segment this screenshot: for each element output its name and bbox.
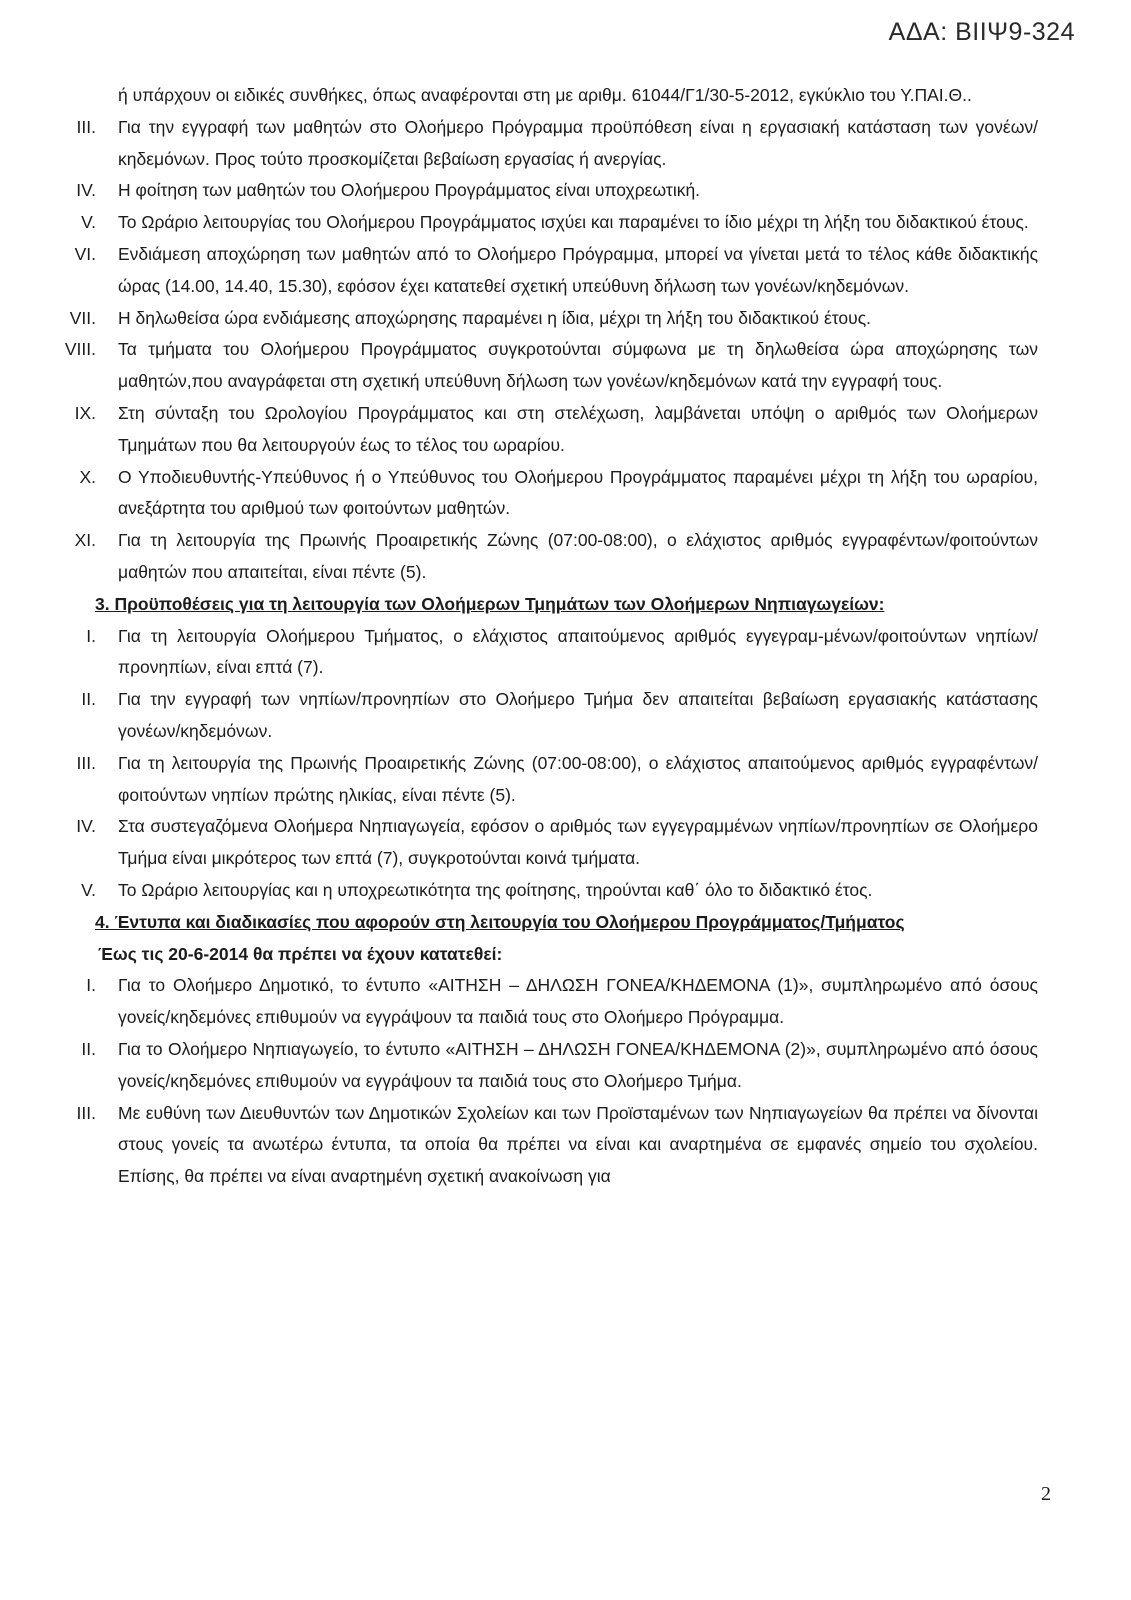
item-text: Με ευθύνη των Διευθυντών των Δημοτικών Σχολείων και των Προϊσταμένων των Νηπιαγωγείων θα πρέπει να δίνονται στους γονείς τα ανωτέρω έντυπα, τα οποία θα πρέπει να είναι και αναρτημένα σε εμφανές σημείο του σχολείου. Επίσης, θα πρέπει να είναι αναρτημένη σχετική ανακοίνωση για [118,1102,1038,1187]
item-number: VI. [74,243,96,264]
item-text: Για τη λειτουργία της Πρωινής Προαιρετικής Ζώνης (07:00-08:00), ο ελάχιστος αριθμός εγγραφέντων/φοιτούντων μαθητών που απαιτείται, είναι πέντε (5). [118,530,1038,582]
item-number: VII. [69,307,96,328]
item-text: Ο Υποδιευθυντής-Υπεύθυνος ή ο Υπεύθυνος του Ολοήμερου Προγράμματος παραμένει μέχρι τη λήξη του ωραρίου, ανεξάρτητα του αριθμού των φοιτούντων μαθητών. [118,466,1038,519]
item-number: IV. [76,816,96,837]
item-number: III. [76,752,96,773]
item-number: VIII. [64,339,96,360]
list-item [60,621,1038,685]
item-number: I. [86,975,96,996]
list-item [60,684,1038,748]
item-number: X. [79,466,96,487]
item-number: III. [76,116,96,137]
item-text: Στα συστεγαζόμενα Ολοήμερα Νηπιαγωγεία, εφόσον ο αριθμός των εγγεγραμμένων νηπίων/προνηπίων σε Ολοήμερο Τμήμα είναι μικρότερος των επτά (7), συγκροτούνται κοινά τμήματα. [118,816,1038,869]
list-item [60,303,1038,335]
list-item [60,112,1038,176]
item-number: II. [81,689,96,710]
list-item [60,207,1038,239]
document-code: ΑΔΑ: ΒΙΙΨ9-324 [888,18,1075,46]
continuation-text: ή υπάρχουν οι ειδικές συνθήκες, όπως αναφέρονται στη με αριθμ. 61044/Γ1/30-5-2012, εγκύκλιο του Υ.ΠΑΙ.Θ.. [118,85,972,105]
item-text: Για το Ολοήμερο Δημοτικό, το έντυπο «ΑΙΤΗΣΗ – ΔΗΛΩΣΗ ΓΟΝΕΑ/ΚΗΔΕΜΟΝΑ (1)», συμπληρωμένο από όσους γονείς/κηδεμόνες επιθυμούν να εγγράψουν τα παιδιά τους στο Ολοήμερο Πρόγραμμα. [118,975,1038,1028]
item-text: Για το Ολοήμερο Νηπιαγωγείο, το έντυπο «ΑΙΤΗΣΗ – ΔΗΛΩΣΗ ΓΟΝΕΑ/ΚΗΔΕΜΟΝΑ (2)», συμπληρωμένο από όσους γονείς/κηδεμόνες επιθυμούν να εγγράψουν τα παιδιά τους στο Ολοήμερο Τμήμα. [118,1038,1038,1091]
item-number: II. [81,1038,96,1059]
item-number: V. [81,879,96,900]
item-text: Για τη λειτουργία της Πρωινής Προαιρετικής Ζώνης (07:00-08:00), ο ελάχιστος απαιτούμενος αριθμός εγγραφέντων/φοιτούντων νηπίων πρώτης ηλικίας, είναι πέντε (5). [118,752,1038,805]
item-text: Ενδιάμεση αποχώρηση των μαθητών από το Ολοήμερο Πρόγραμμα, μπορεί να γίνεται μετά το τέλος κάθε διδακτικής ώρας (14.00, 14.40, 15.30), εφόσον έχει κατατεθεί σχετική υπεύθυνη δήλωση των γονέων/κηδεμόνων. [118,243,1038,296]
item-number: V. [81,212,96,233]
page-number: 2 [1041,1483,1051,1505]
item-number: I. [86,625,96,646]
section-heading: 3. Προϋποθέσεις για τη λειτουργία των Ολοήμερων Τμημάτων των Ολοήμερων Νηπιαγωγείων: [95,593,885,614]
document-body [60,80,1038,1193]
item-number: XI. [74,530,96,551]
item-number: IX. [74,402,96,423]
section-heading: 4. Έντυπα και διαδικασίες που αφορούν στη λειτουργία του Ολοήμερου Προγράμματος/Τμήματος [95,911,905,932]
item-text: Το Ωράριο λειτουργίας του Ολοήμερου Προγράμματος ισχύει και παραμένει το ίδιο μέχρι τη λήξη του διδακτικού έτους. [118,212,1029,233]
item-text: Η φοίτηση των μαθητών του Ολοήμερου Προγράμματος είναι υποχρεωτική. [118,180,701,201]
item-number: III. [76,1102,96,1123]
list-item [60,748,1038,812]
list-item [60,334,1038,398]
item-text: Στη σύνταξη του Ωρολογίου Προγράμματος και στη στελέχωση, λαμβάνεται υπόψη ο αριθμός των Ολοήμερων Τμημάτων που θα λειτουργούν έως το τέλος του ωραρίου. [118,402,1038,455]
list-item [60,1098,1038,1193]
list-item [60,811,1038,875]
list-item [60,239,1038,303]
item-text: Το Ωράριο λειτουργίας και η υποχρεωτικότητα της φοίτησης, τηρούνται καθ΄ όλο το διδακτικό έτος. [118,879,873,900]
list-item [60,970,1038,1034]
item-text: Τα τμήματα του Ολοήμερου Προγράμματος συγκροτούνται σύμφωνα με τη δηλωθείσα ώρα αποχώρησης των μαθητών,που αναγράφεται στη σχετική υπεύθυνη δήλωση των γονέων/κηδεμόνων κατά την εγγραφή τους. [118,339,1038,392]
list-item [60,175,1038,207]
item-number: IV. [76,180,96,201]
section-subheading: Έως τις 20-6-2014 θα πρέπει να έχουν κατατεθεί: [98,943,503,964]
list-item [60,525,1038,589]
list-item [60,875,1038,907]
item-text: Η δηλωθείσα ώρα ενδιάμεσης αποχώρησης παραμένει η ίδια, μέχρι τη λήξη του διδακτικού έτους. [118,307,872,328]
item-text: Για την εγγραφή των μαθητών στο Ολοήμερο Πρόγραμμα προϋπόθεση είναι η εργασιακή κατάσταση των γονέων/κηδεμόνων. Προς τούτο προσκομίζεται βεβαίωση εργασίας ή ανεργίας. [118,116,1038,169]
list-item [60,398,1038,462]
list-item [60,462,1038,526]
item-text: Για τη λειτουργία Ολοήμερου Τμήματος, ο ελάχιστος απαιτούμενος αριθμός εγγεγραμ-μένων/φοιτούντων νηπίων/προνηπίων, είναι επτά (7). [118,625,1038,678]
list-item [60,1034,1038,1098]
item-text: Για την εγγραφή των νηπίων/προνηπίων στο Ολοήμερο Τμήμα δεν απαιτείται βεβαίωση εργασιακής κατάστασης γονέων/κηδεμόνων. [118,689,1038,741]
